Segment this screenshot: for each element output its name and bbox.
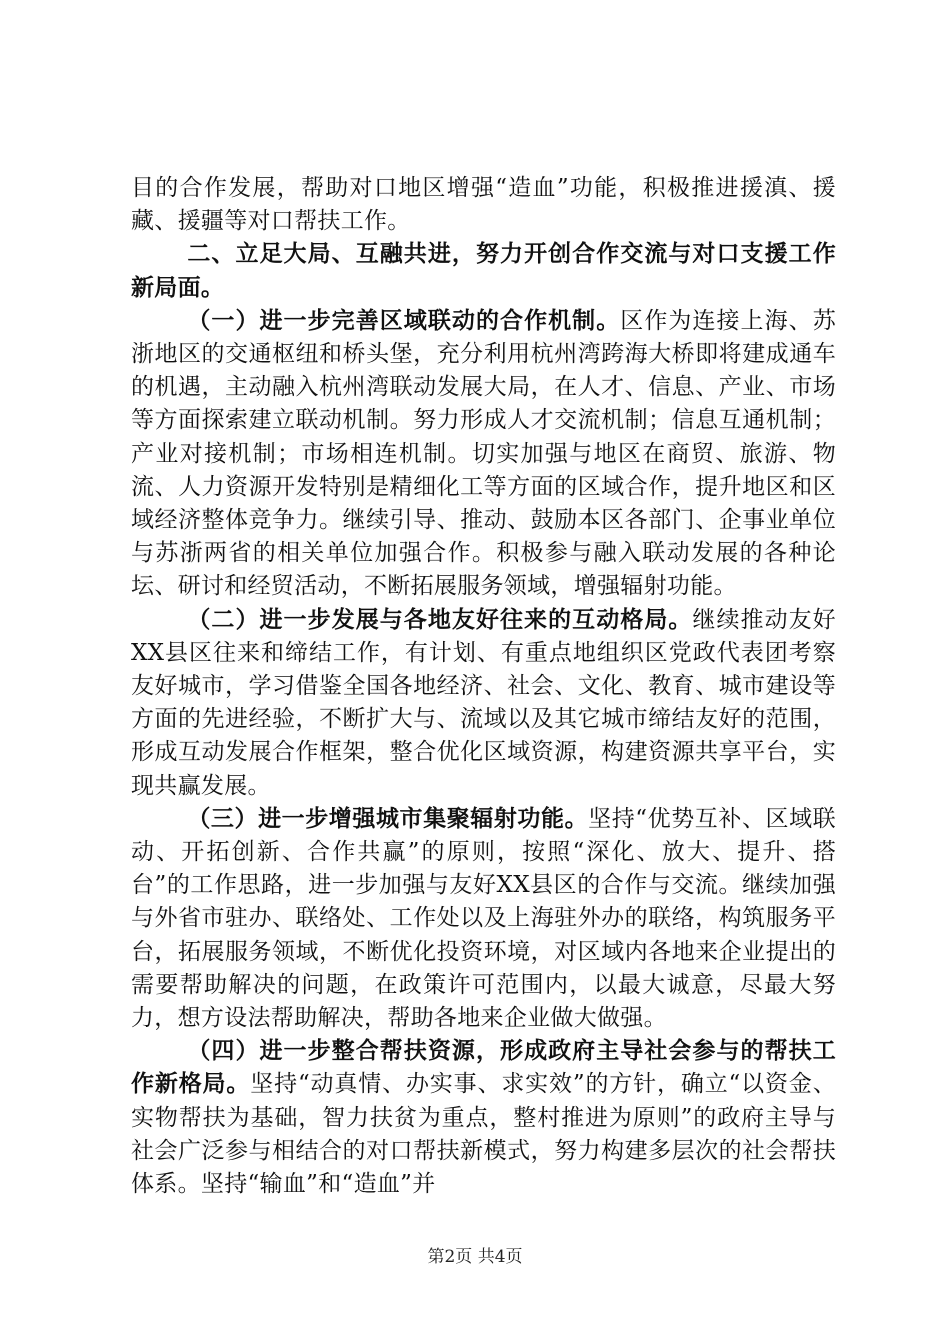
section-heading-2	[131, 238, 836, 304]
subsection-1-text: 区作为连接上海、苏浙地区的交通枢纽和桥头堡，充分利用杭州湾跨海大桥即将建成通车的机遇，主动融入杭州湾联动发展大局，在人才、信息、产业、市场等方面探索建立联动机制。努力形成人才交流机制；信息互通机制；产业对接机制；市场相连机制。切实加强与地区在商贸、旅游、物流、人力资源开发特别是精细化工等方面的区域合作，提升地区和区域经济整体竞争力。继续引导、推动、鼓励本区各部门、企事业单位与苏浙两省的相关单位加强合作。积极参与融入联动发展的各种论坛、研讨和经贸活动，不断拓展服务领域，增强辐射功能。	[131, 307, 836, 600]
subsection-3-text: 坚持“优势互补、区域联动、开拓创新、合作共赢”的原则，按照“深化、放大、提升、搭台”的工作思路，进一步加强与友好XX县区的合作与交流。继续加强与外省市驻办、联络处、工作处以及上海驻外办的联络，构筑服务平台，拓展服务领域，不断优化投资环境，对区域内各地来企业提出的需要帮助解决的问题，在政策许可范围内，以最大诚意，尽最大努力，想方设法帮助解决，帮助各地来企业做大做强。	[131, 805, 836, 1032]
page-footer	[0, 1242, 950, 1267]
section-heading-2-text: 二、立足大局、互融共进，努力开创合作交流与对口支援工作新局面。	[131, 241, 836, 301]
document-body	[131, 172, 836, 1201]
subsection-3-heading: （三）进一步增强城市集聚辐射功能。	[187, 805, 589, 832]
subsection-4-text: 坚持“动真情、办实事、求实效”的方针，确立“以资金、实物帮扶为基础，智力扶贫为重点，整村推进为原则”的政府主导与社会广泛参与相结合的对口帮扶新模式，努力构建多层次的社会帮扶体系。坚持“输血”和“造血”并	[131, 1071, 837, 1198]
page-number-label: 第2页 共4页	[427, 1247, 523, 1267]
subsection-2-text: 继续推动友好XX县区往来和缔结工作，有计划、有重点地组织区党政代表团考察友好城市，学习借鉴全国各地经济、社会、文化、教育、城市建设等方面的先进经验，不断扩大与、流域以及其它城市缔结友好的范围，形成互动发展合作框架，整合优化区域资源，构建资源共享平台，实现共赢发展。	[131, 606, 836, 799]
paragraph-1-text: 目的合作发展，帮助对口地区增强“造血”功能，积极推进援滇、援藏、援疆等对口帮扶工作。	[131, 175, 836, 235]
paragraph-subsection-1	[131, 305, 836, 604]
paragraph-subsection-4	[131, 1035, 836, 1201]
subsection-4-heading: （四）进一步整合帮扶资源，形成政府主导社会参与的帮扶工作新格局。	[131, 1038, 836, 1098]
paragraph-1	[131, 172, 836, 238]
subsection-1-heading: （一）进一步完善区域联动的合作机制。	[187, 307, 621, 334]
paragraph-subsection-2	[131, 604, 836, 803]
subsection-2-heading: （二）进一步发展与各地友好往来的互动格局。	[187, 606, 693, 633]
paragraph-subsection-3	[131, 803, 836, 1035]
